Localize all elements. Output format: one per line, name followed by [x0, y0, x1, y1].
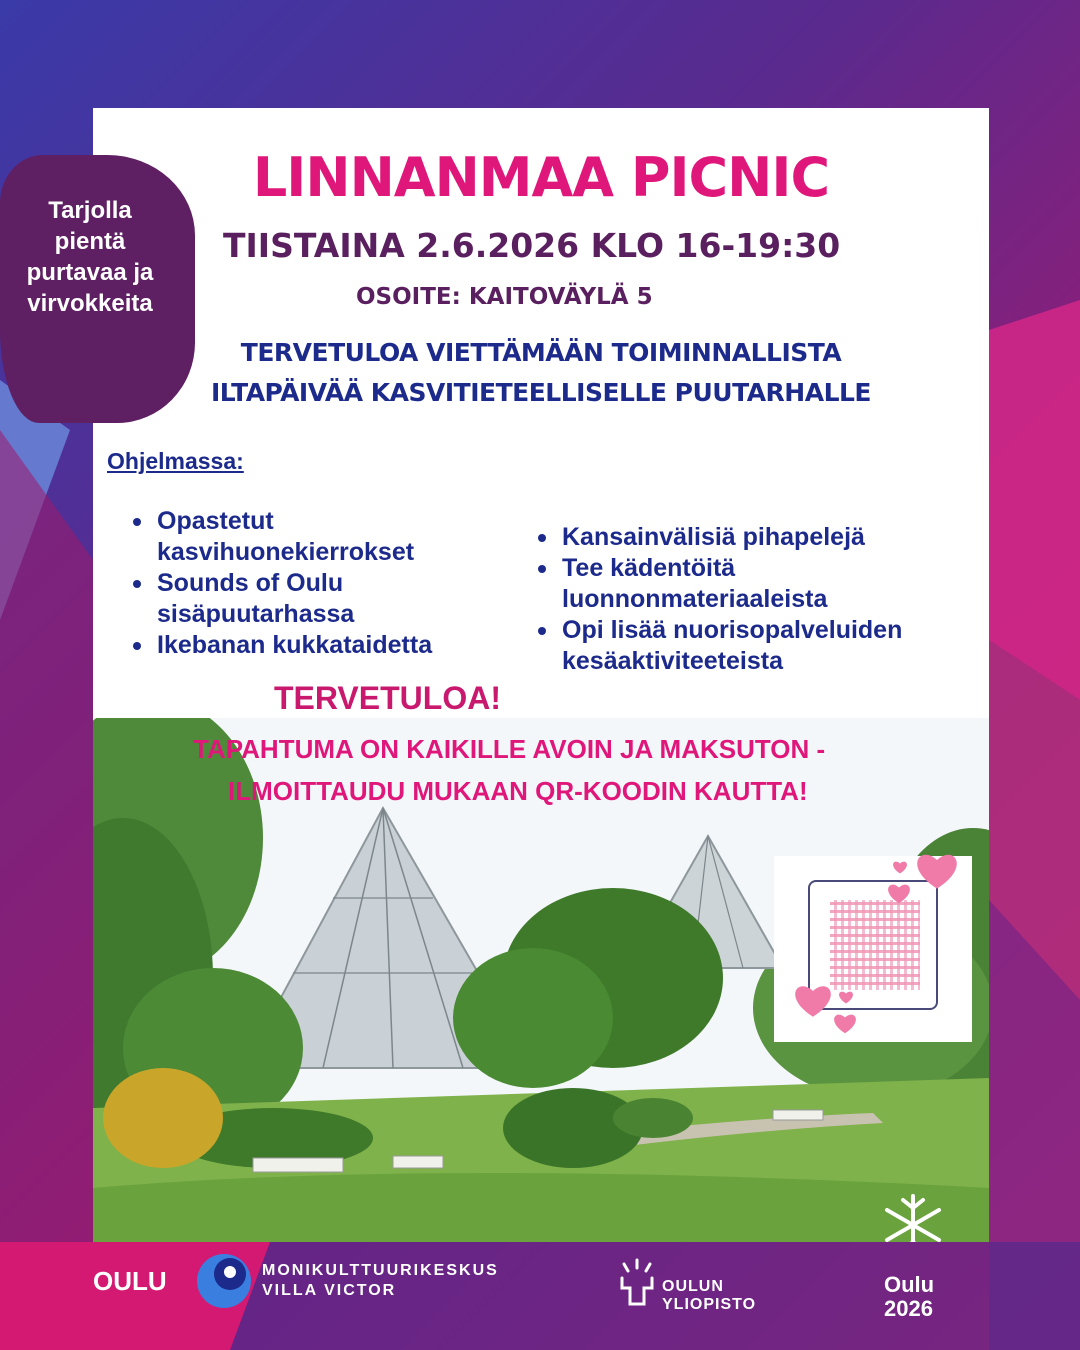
- snacks-bubble-text: Tarjolla pientä purtavaa ja virvokkeita: [26, 197, 154, 317]
- list-item: Ikebanan kukkataidetta: [131, 630, 432, 661]
- event-date: TIISTAINA 2.6.2026 KLO 16-19:30: [223, 226, 841, 265]
- oulu-logo: OULU: [93, 1266, 167, 1296]
- heart-icon: [792, 982, 834, 1018]
- program-list-left: [131, 506, 432, 661]
- free-event-line-2: ILMOITTAUDU MUKAAN QR-KOODIN KAUTTA!: [228, 776, 808, 806]
- heart-icon: [892, 860, 908, 874]
- event-address: OSOITE: KAITOVÄYLÄ 5: [356, 284, 653, 310]
- heart-icon: [886, 882, 912, 904]
- villa-victor-line-2: VILLA VICTOR: [262, 1282, 397, 1299]
- snowflake-logo-icon: [875, 1190, 951, 1242]
- poster-panel: [93, 108, 989, 1242]
- welcome-line-2: ILTAPÄIVÄÄ KASVITIETEELLISELLE PUUTARHALLE: [210, 378, 872, 407]
- heart-icon: [838, 990, 854, 1004]
- list-item: Kansainvälisiä pihapelejä: [536, 522, 902, 553]
- university-logo-icon: [618, 1258, 656, 1310]
- qr-code[interactable]: [830, 900, 920, 990]
- heart-icon: [832, 1012, 858, 1034]
- program-list-right: [536, 522, 902, 677]
- tervetuloa-text: TERVETULOA!: [274, 680, 501, 716]
- oulu2026-line-2: 2026: [884, 1296, 933, 1321]
- event-title: LINNANMAA PICNIC: [252, 146, 830, 209]
- list-item: Sounds of Oulu sisäpuutarhassa: [131, 568, 432, 630]
- university-line-2: YLIOPISTO: [662, 1296, 757, 1313]
- qr-code-card[interactable]: [774, 856, 972, 1042]
- university-line-1: OULUN: [662, 1278, 724, 1295]
- villa-victor-line-1: MONIKULTTUURIKESKUS: [262, 1262, 499, 1279]
- list-item: Opi lisää nuorisopalveluiden kesäaktiviteeteista: [536, 615, 902, 677]
- oulu2026-line-1: Oulu: [884, 1272, 935, 1297]
- list-item: Opastetut kasvihuonekierrokset: [131, 506, 432, 568]
- list-item: Tee kädentöitä luonnonmateriaaleista: [536, 553, 902, 615]
- program-heading: Ohjelmassa:: [107, 448, 244, 474]
- welcome-line-1: TERVETULOA VIETTÄMÄÄN TOIMINNALLISTA: [240, 338, 842, 367]
- villa-victor-logo-icon: [196, 1250, 252, 1312]
- heart-icon: [914, 850, 960, 890]
- free-event-line-1: TAPAHTUMA ON KAIKILLE AVOIN JA MAKSUTON -: [193, 734, 826, 764]
